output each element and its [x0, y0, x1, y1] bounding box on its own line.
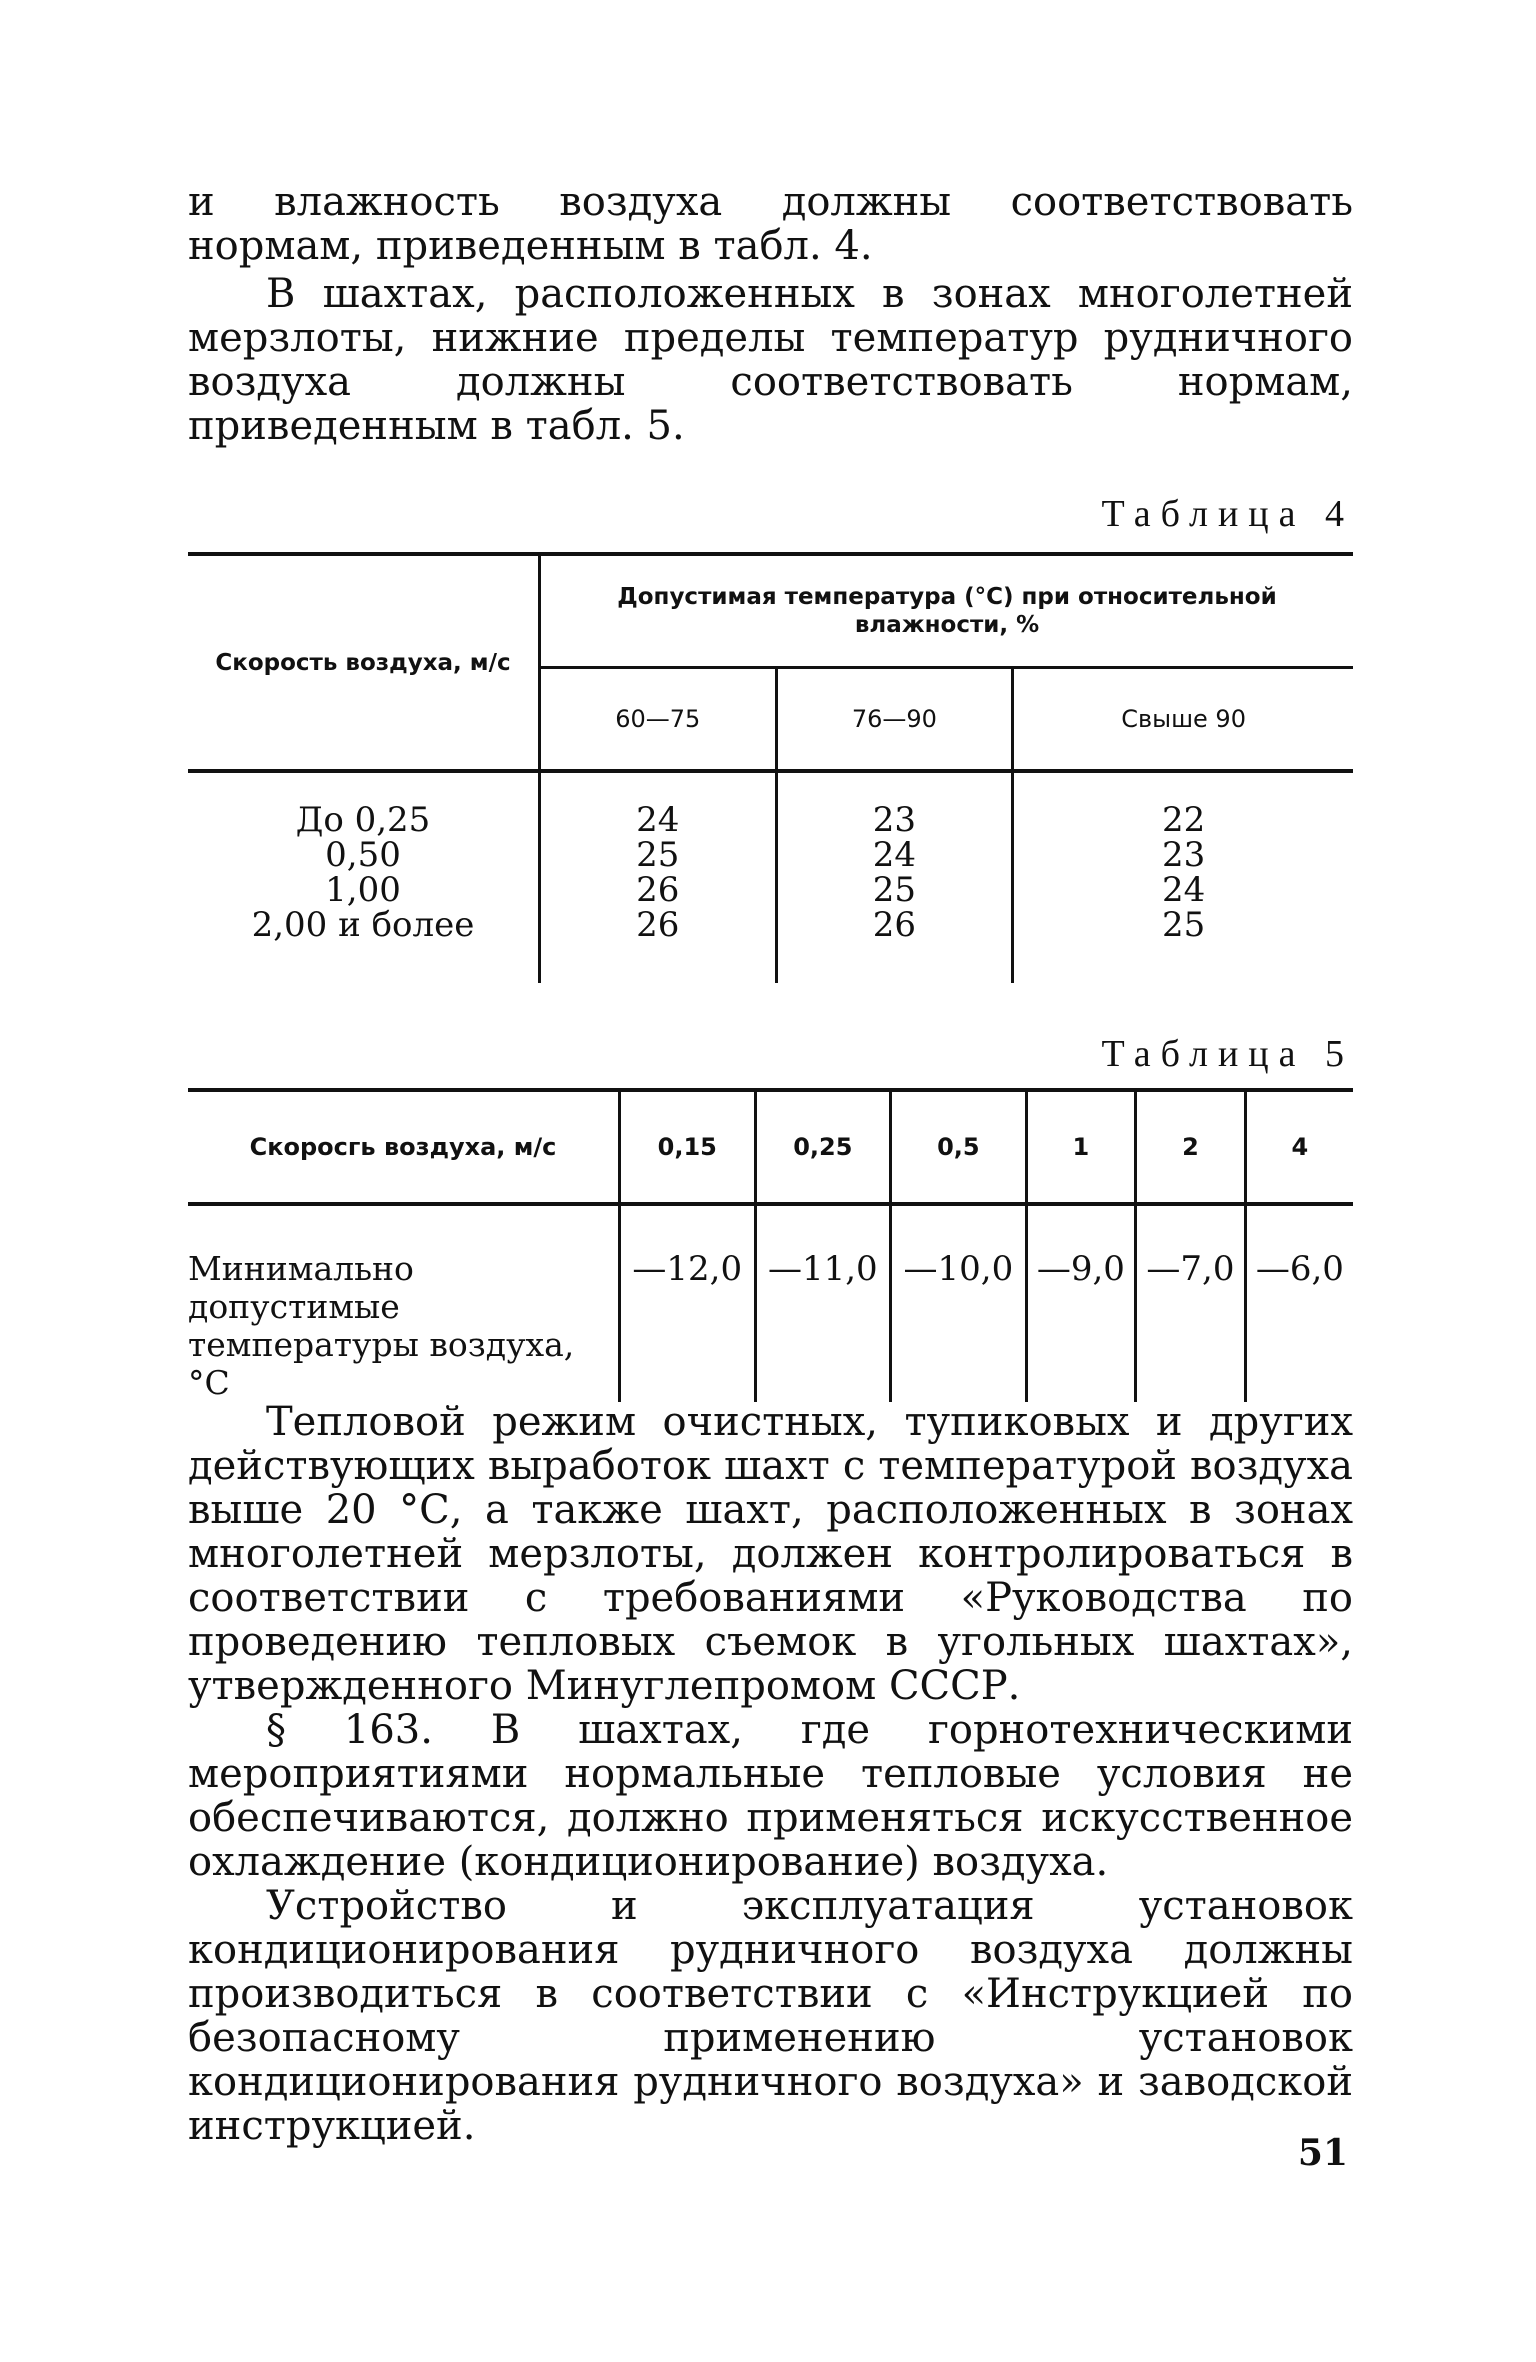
table4-col-header: 60—75 [615, 705, 701, 733]
table-5 [188, 1088, 1353, 1402]
table4-col1-values: 24 25 26 26 [540, 771, 777, 983]
table4-speeds: До 0,25 0,50 1,00 2,00 и более [188, 771, 540, 983]
paragraph-3: Тепловой режим очистных, тупиковых и других действующих выработок шахт с температурой воздуха выше 20 °С, а также шахт, расположенных в зонах многолетней мерзлоты, должен контролироваться в соответствии с требованиями «Руководства по проведению тепловых съемок в угольных шахтах», утвержденного Минуглепромом СССР. [188, 1399, 1353, 1709]
table5-temp-cell: —12,0 [620, 1204, 756, 1402]
table5-speed-cell: 1 [1026, 1092, 1136, 1204]
table5-temp-cell: —9,0 [1026, 1204, 1136, 1402]
table5-speed-cell: 4 [1245, 1092, 1353, 1204]
table5-speed-header: Скоросгь воздуха, м/с [249, 1133, 557, 1161]
table4-col3-values: 22 23 24 25 [1013, 771, 1353, 983]
table5-temp-cell: —11,0 [755, 1204, 891, 1402]
table4-col-header: Свыше 90 [1121, 705, 1246, 733]
table4-col-header: 76—90 [776, 668, 1013, 772]
table5-speed-cell: 0,5 [891, 1092, 1027, 1204]
paragraph-2: В шахтах, расположенных в зонах многолетней мерзлоты, нижние пределы температур рудничного воздуха должны соответствовать нормам, приведенным в табл. 5. [188, 271, 1353, 449]
paragraph-1: и влажность воздуха должны соответствовать нормам, приведенным в табл. 4. [188, 179, 1353, 269]
page-number: 51 [1297, 2132, 1348, 2174]
paragraph-5: Устройство и эксплуатация установок кондиционирования рудничного воздуха должны производиться в соответствии с «Инструкцией по безопасному применению установок кондиционирования рудничного воздуха» и заводской инструкцией. [188, 1883, 1353, 2149]
table4-col2-values: 23 24 25 26 [776, 771, 1013, 983]
paragraph-4: § 163. В шахтах, где горнотехническими мероприятиями нормальные тепловые условия не обеспечиваются, должно применяться искусственное охлаждение (кондиционирование) воздуха. [188, 1707, 1353, 1885]
table5-temp-cell: —6,0 [1245, 1204, 1353, 1402]
table5-temp-cell: —7,0 [1136, 1204, 1246, 1402]
table5-speed-cell: 0,25 [755, 1092, 891, 1204]
table5-temp-cell: —10,0 [891, 1204, 1027, 1402]
table4-speed-header: Скорость воздуха, м/с [188, 556, 540, 771]
table5-caption: Таблица 5 [1101, 1033, 1354, 1075]
table5-speed-cell: 2 [1136, 1092, 1246, 1204]
table5-row-label: Минимально допустимые температуры воздуха, °С [188, 1204, 620, 1402]
table4-temp-header: Допустимая температура (°С) при относительной влажности, % [540, 556, 1354, 668]
table5-speed-cell: 0,15 [620, 1092, 756, 1204]
table-4 [188, 552, 1353, 983]
table4-caption: Таблица 4 [1101, 493, 1354, 535]
